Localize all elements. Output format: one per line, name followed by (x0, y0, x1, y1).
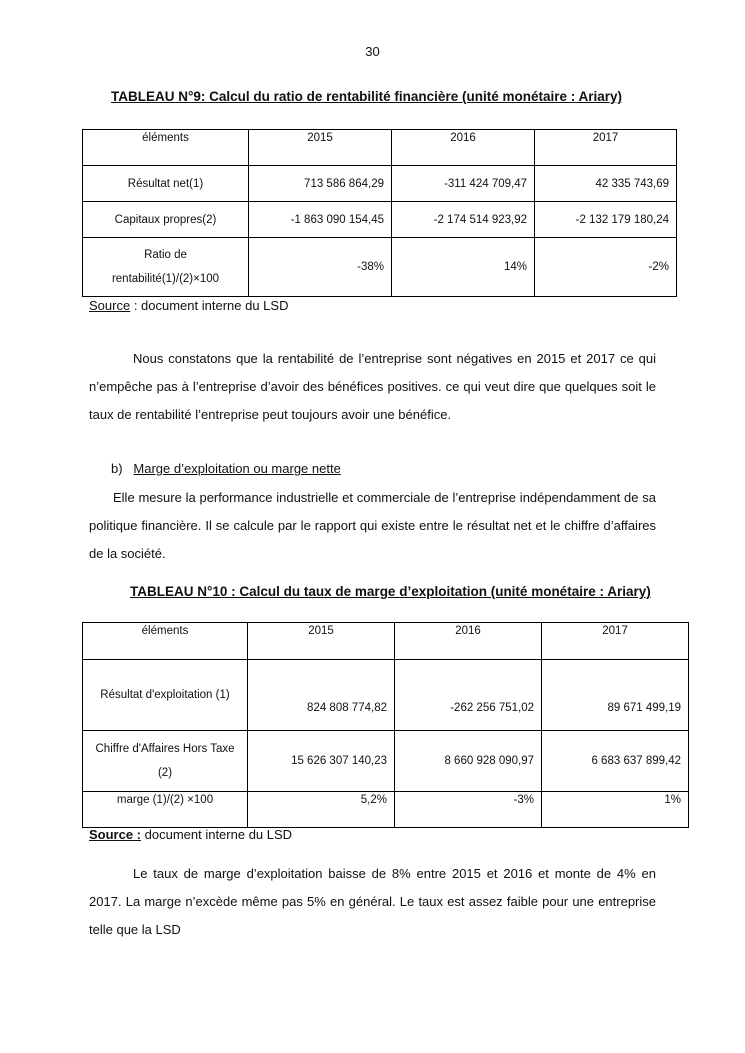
row-label-line2: rentabilité(1)/(2)×100 (111, 273, 220, 285)
source-text: : document interne du LSD (130, 298, 289, 313)
cell-2016: -262 256 751,02 (395, 660, 542, 731)
cell-2017: 42 335 743,69 (535, 166, 677, 202)
row-label (83, 238, 249, 297)
table10 (82, 622, 689, 828)
cell-2015: -1 863 090 154,45 (249, 202, 392, 238)
source-text: document interne du LSD (141, 827, 293, 842)
table-row (83, 166, 677, 202)
table9-source (89, 298, 288, 313)
cell-2017: 1% (542, 792, 689, 828)
table9-title: TABLEAU N°9: Calcul du ratio de rentabilité financière (unité monétaire : Ariary) (111, 89, 622, 104)
cell-2016: -2 174 514 923,92 (392, 202, 535, 238)
paragraph-1: Nous constatons que la rentabilité de l’entreprise sont négatives en 2015 et 2017 ce qui n’empêche pas à l’entreprise d’avoir des bénéfices positives. ce qui veut dire que quelques soit le taux de rentabilité l’entreprise peut toujours avoir une bénéfice. (89, 351, 656, 422)
cell-2017: -2% (535, 238, 677, 297)
cell-2015: 5,2% (248, 792, 395, 828)
table10-source (89, 827, 292, 842)
table10-header-row (83, 623, 689, 660)
page-number: 30 (365, 44, 380, 59)
cell-2017: 89 671 499,19 (542, 660, 689, 731)
row-label: Résultat net(1) (83, 166, 249, 202)
table10-header-2016: 2016 (395, 623, 542, 660)
row-label: Capitaux propres(2) (83, 202, 249, 238)
table9-header-elements: éléments (83, 130, 249, 166)
row-label-line1: Chiffre d'Affaires Hors Taxe (95, 743, 235, 755)
table-row (83, 731, 689, 792)
table9-header-2015: 2015 (249, 130, 392, 166)
row-label (83, 731, 248, 792)
section-b-prefix: b) (111, 461, 123, 476)
cell-2015: 15 626 307 140,23 (248, 731, 395, 792)
table-row (83, 202, 677, 238)
cell-2016: -311 424 709,47 (392, 166, 535, 202)
cell-2015: 824 808 774,82 (248, 660, 395, 731)
table10-header-2015: 2015 (248, 623, 395, 660)
row-label-line2: (2) (157, 767, 173, 779)
cell-2017: -2 132 179 180,24 (535, 202, 677, 238)
cell-2016: 8 660 928 090,97 (395, 731, 542, 792)
cell-2017: 6 683 637 899,42 (542, 731, 689, 792)
cell-2015: -38% (249, 238, 392, 297)
table9 (82, 129, 677, 297)
paragraph-3: Le taux de marge d’exploitation baisse de 8% entre 2015 et 2016 et monte de 4% en 2017. La marge n’excède même pas 5% en général. Le taux est assez faible pour une entreprise telle que la LSD (89, 866, 656, 937)
row-label-line1: Ratio de (144, 249, 187, 261)
row-label: marge (1)/(2) ×100 (83, 792, 248, 828)
row-label: Résultat d'exploitation (1) (83, 660, 248, 731)
source-label: Source : (89, 827, 142, 842)
cell-2016: -3% (395, 792, 542, 828)
cell-2016: 14% (392, 238, 535, 297)
table-row (83, 238, 677, 297)
table-row (83, 660, 689, 731)
table9-header-2016: 2016 (392, 130, 535, 166)
source-label: Source (89, 298, 131, 313)
section-b-heading (111, 461, 341, 476)
section-b-title: Marge d’exploitation ou marge nette (133, 461, 341, 476)
table10-header-2017: 2017 (542, 623, 689, 660)
table9-header-row (83, 130, 677, 166)
table10-header-elements: éléments (83, 623, 248, 660)
cell-2015: 713 586 864,29 (249, 166, 392, 202)
table9-header-2017: 2017 (535, 130, 677, 166)
paragraph-2: Elle mesure la performance industrielle et commerciale de l’entreprise indépendamment de sa politique financière. Il se calcule par le rapport qui existe entre le résultat net et le chiffre d’affaires de la société. (89, 490, 656, 561)
table10-title: TABLEAU N°10 : Calcul du taux de marge d’exploitation (unité monétaire : Ariary) (130, 584, 651, 599)
table-row (83, 792, 689, 828)
